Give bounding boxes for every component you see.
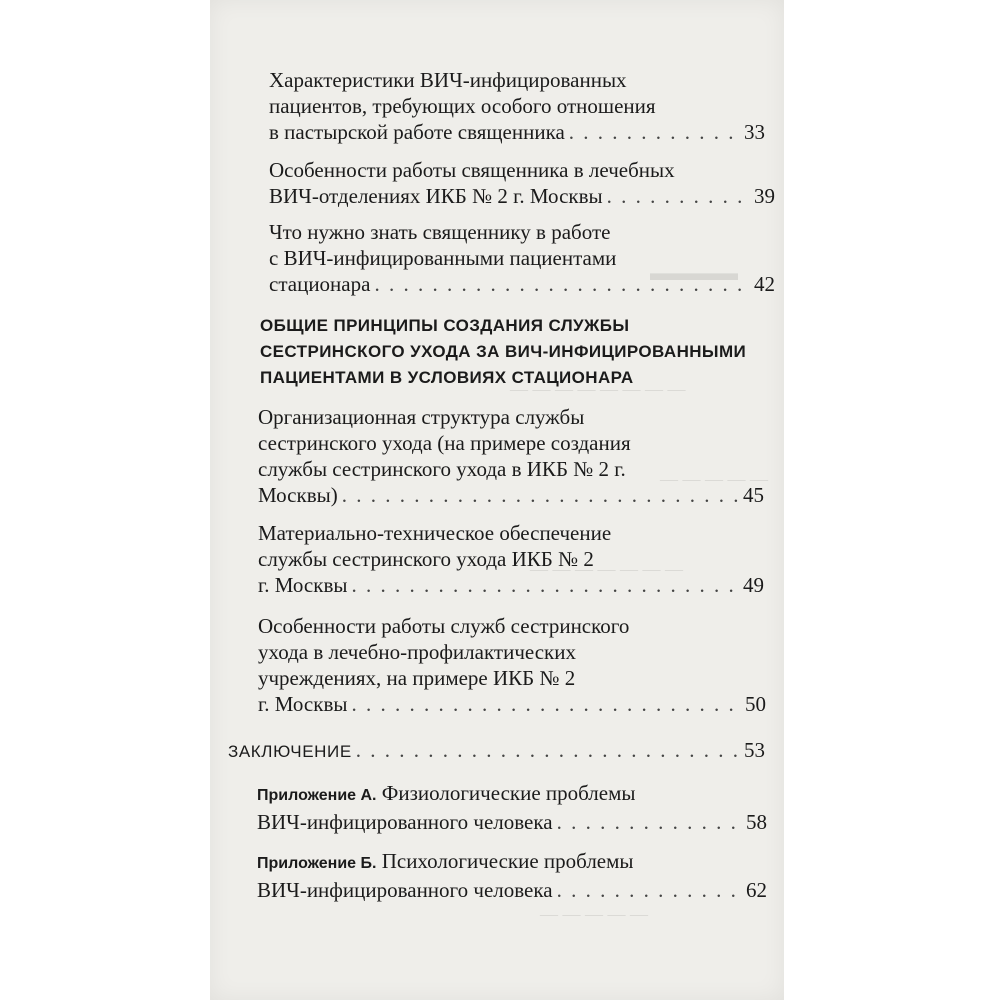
- toc-entry-appendix-b[interactable]: [257, 848, 767, 903]
- page-number: 42: [754, 272, 775, 296]
- dot-leader: [342, 482, 739, 508]
- entry-line: Психологические проблемы: [381, 849, 634, 873]
- page-number: 49: [743, 573, 764, 597]
- toc-entry[interactable]: [269, 67, 765, 145]
- entry-line: ухода в лечебно-профилактических: [258, 640, 576, 664]
- book-page: ▬▬▬▬ — — — — — — — — — — — — — — — — — — — — — — — — — Характеристики ВИЧ-инфицированных пациентов, требующих особого отношения в пастырской работе священника . . . 33 Особенности работы священника в лечебных ВИЧ-отделениях ИКБ № 2 г. Москвы . . . 39 Что нужно знать священнику в работе с ВИЧ-инфицированными пациентами стационара . . . 42 ОБЩИЕ ПРИНЦИПЫ СОЗДАНИЯ СЛУЖБЫ СЕСТРИНСКОГО УХОДА ЗА ВИЧ-ИНФИЦИРОВАННЫМИ ПАЦИЕНТАМИ В УСЛОВИЯХ СТАЦИОНАРА Организационная структура службы сестринского ухода (на примере создания службы сестринского ухода в ИКБ № 2 г. Москвы) . . . 45 Материально-техническое обеспечение службы сестринского ухода ИКБ № 2 г. Москвы . . . 49 Особенности работы служб сестринского ухода в лечебно-профилактических учреждениях, на примере ИКБ № 2 г. Москвы . . . 50 ЗАКЛЮЧЕНИЕ . . . 53 Приложение А. Физиологические проблемы ВИЧ-инфицированного человека . . . 58 Приложение Б. Психологические проблемы ВИЧ-инфицированного человека . . . 62: [210, 0, 784, 1000]
- toc-entry[interactable]: [258, 520, 764, 598]
- entry-line: Характеристики ВИЧ-инфицированных: [269, 68, 627, 92]
- dot-leader: [557, 877, 742, 903]
- entry-line: Материально-техническое обеспечение: [258, 521, 612, 545]
- entry-line: Организационная структура службы: [258, 405, 585, 429]
- dot-leader: [374, 271, 750, 297]
- entry-line: службы сестринского ухода ИКБ № 2: [258, 547, 594, 571]
- page-number: 50: [745, 692, 766, 716]
- entry-line: учреждениях, на примере ИКБ № 2: [258, 666, 576, 690]
- table-of-contents: [210, 0, 784, 1000]
- page-number: 45: [743, 483, 764, 507]
- entry-line: Особенности работы служб сестринского: [258, 614, 630, 638]
- toc-entry-conclusion[interactable]: [228, 737, 765, 765]
- entry-line: г. Москвы: [258, 573, 348, 597]
- page-number: 62: [746, 878, 767, 902]
- entry-line: пациентов, требующих особого отношения: [269, 94, 656, 118]
- toc-entry[interactable]: [269, 219, 775, 297]
- toc-entry[interactable]: [269, 157, 775, 209]
- entry-line: ВИЧ-отделениях ИКБ № 2 г. Москвы: [269, 184, 603, 208]
- page-number: 33: [744, 120, 765, 144]
- entry-line: стационара: [269, 272, 371, 296]
- page-number: 53: [744, 738, 765, 762]
- dot-leader: [356, 737, 740, 763]
- entry-line: службы сестринского ухода в ИКБ № 2 г.: [258, 457, 626, 481]
- dot-leader: [607, 183, 750, 209]
- conclusion-label: ЗАКЛЮЧЕНИЕ: [228, 742, 352, 761]
- entry-line: Физиологические проблемы: [381, 781, 636, 805]
- section-heading[interactable]: [260, 313, 746, 391]
- page-number: 58: [746, 810, 767, 834]
- dot-leader: [351, 691, 741, 717]
- dot-leader: [557, 809, 742, 835]
- entry-line: Что нужно знать священнику в работе: [269, 220, 611, 244]
- toc-entry[interactable]: [258, 613, 766, 717]
- toc-entry[interactable]: [258, 404, 764, 508]
- entry-line: с ВИЧ-инфицированными пациентами: [269, 246, 617, 270]
- toc-entry-appendix-a[interactable]: [257, 780, 767, 835]
- entry-line: в пастырской работе священника: [269, 120, 565, 144]
- entry-line: сестринского ухода (на примере создания: [258, 431, 631, 455]
- entry-line: Особенности работы священника в лечебных: [269, 158, 675, 182]
- appendix-label: Приложение Б.: [257, 855, 377, 872]
- entry-line: Москвы): [258, 483, 338, 507]
- appendix-label: Приложение А.: [257, 787, 377, 804]
- dot-leader: [569, 119, 740, 145]
- dot-leader: [351, 572, 739, 598]
- heading-line: ПАЦИЕНТАМИ В УСЛОВИЯХ СТАЦИОНАРА: [260, 368, 634, 387]
- page-number: 39: [754, 184, 775, 208]
- entry-line: г. Москвы: [258, 692, 348, 716]
- entry-line: ВИЧ-инфицированного человека: [257, 878, 553, 902]
- entry-line: ВИЧ-инфицированного человека: [257, 810, 553, 834]
- heading-line: СЕСТРИНСКОГО УХОДА ЗА ВИЧ-ИНФИЦИРОВАННЫМИ: [260, 342, 747, 361]
- heading-line: ОБЩИЕ ПРИНЦИПЫ СОЗДАНИЯ СЛУЖБЫ: [260, 316, 630, 335]
